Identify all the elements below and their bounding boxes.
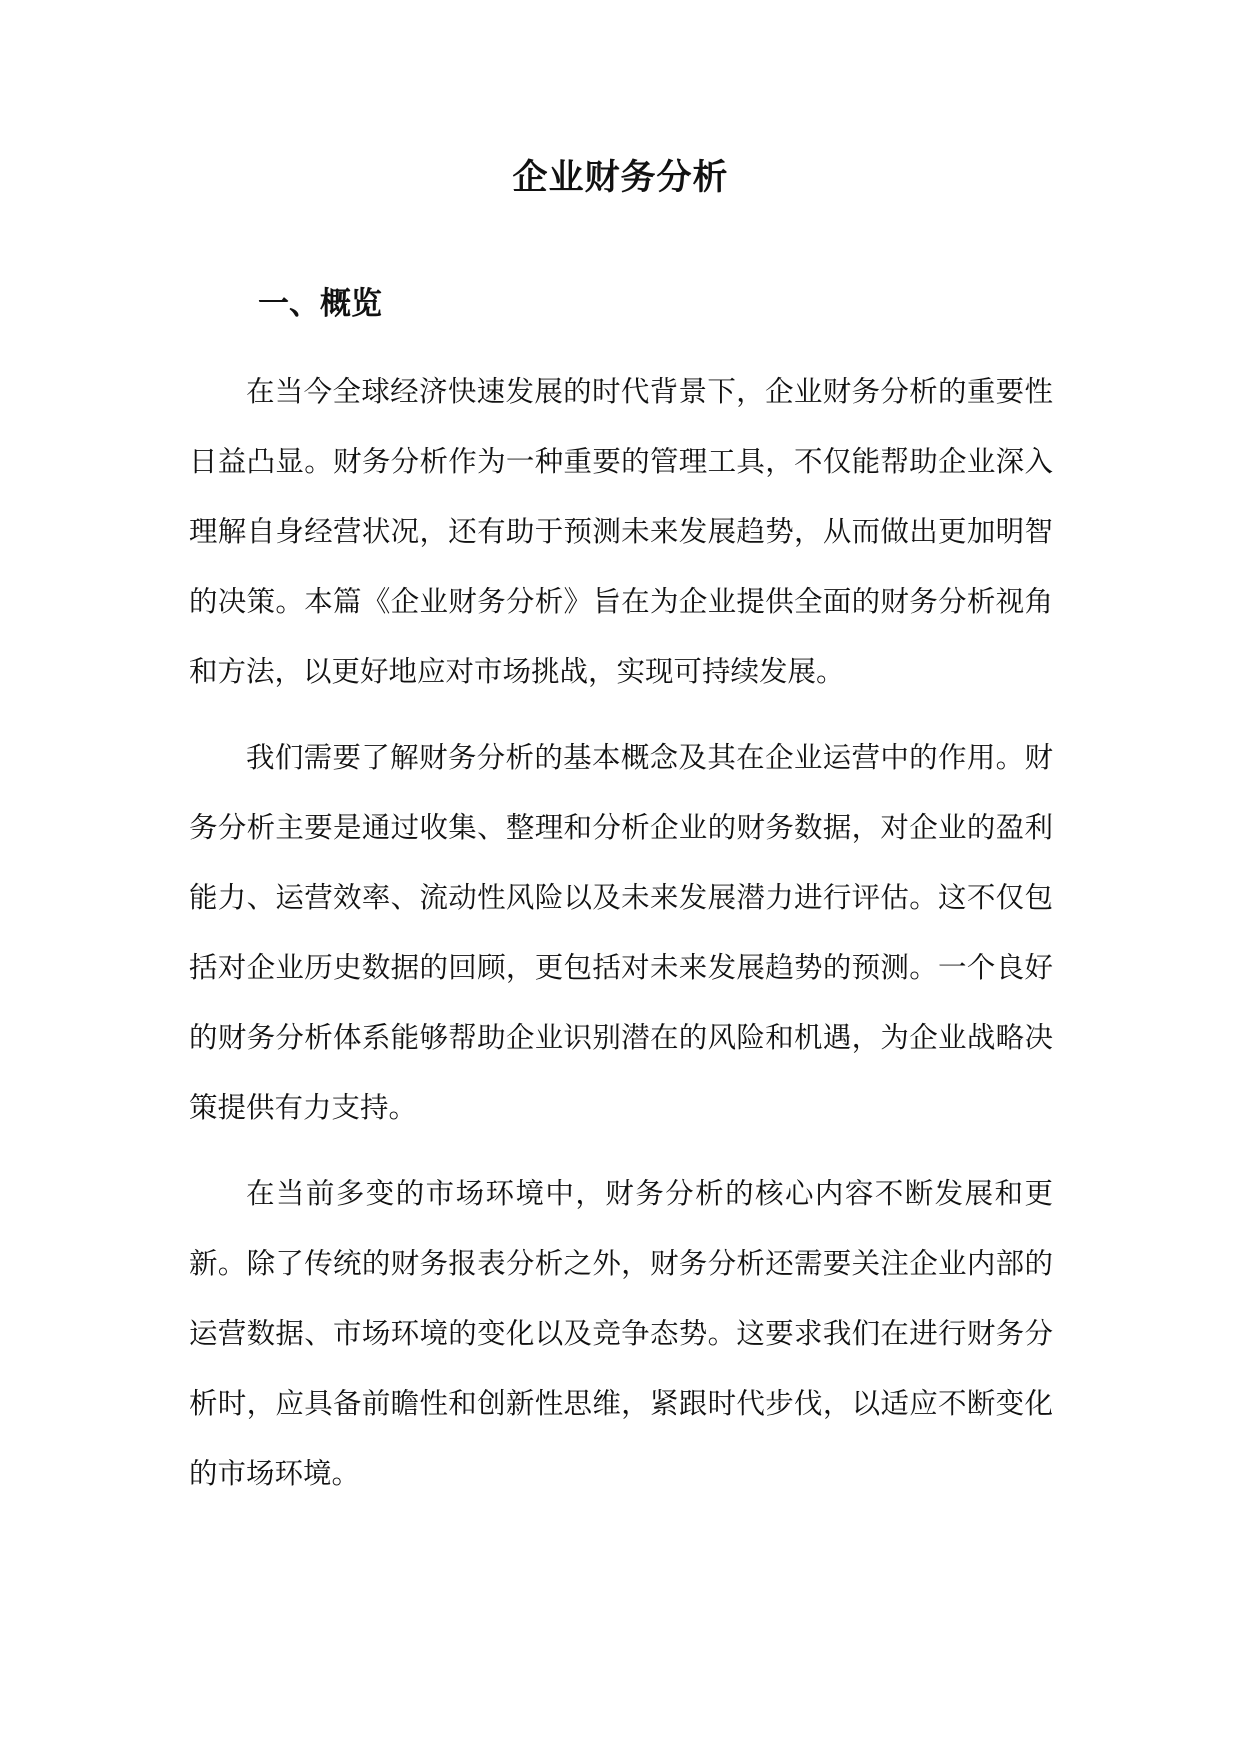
- section-body: [189, 357, 1053, 1525]
- document-title: 企业财务分析: [512, 157, 729, 198]
- paragraph-3: 在当前多变的市场环境中，财务分析的核心内容不断发展和更新。除了传统的财务报表分析之外，财务分析还需要关注企业内部的运营数据、市场环境的变化以及竞争态势。这要求我们在进行财务分析时，应具备前瞻性和创新性思维，紧跟时代步伐，以适应不断变化的市场环境。: [189, 1177, 1053, 1490]
- section-heading: 一、概览: [258, 286, 382, 322]
- paragraph-2: 我们需要了解财务分析的基本概念及其在企业运营中的作用。财务分析主要是通过收集、整理和分析企业的财务数据，对企业的盈利能力、运营效率、流动性风险以及未来发展潜力进行评估。这不仅包括对企业历史数据的回顾，更包括对未来发展趋势的预测。一个良好的财务分析体系能够帮助企业识别潜在的风险和机遇，为企业战略决策提供有力支持。: [189, 741, 1053, 1124]
- paragraph-1: 在当今全球经济快速发展的时代背景下，企业财务分析的重要性日益凸显。财务分析作为一种重要的管理工具，不仅能帮助企业深入理解自身经营状况，还有助于预测未来发展趋势，从而做出更加明智的决策。本篇《企业财务分析》旨在为企业提供全面的财务分析视角和方法，以更好地应对市场挑战，实现可持续发展。: [189, 375, 1053, 688]
